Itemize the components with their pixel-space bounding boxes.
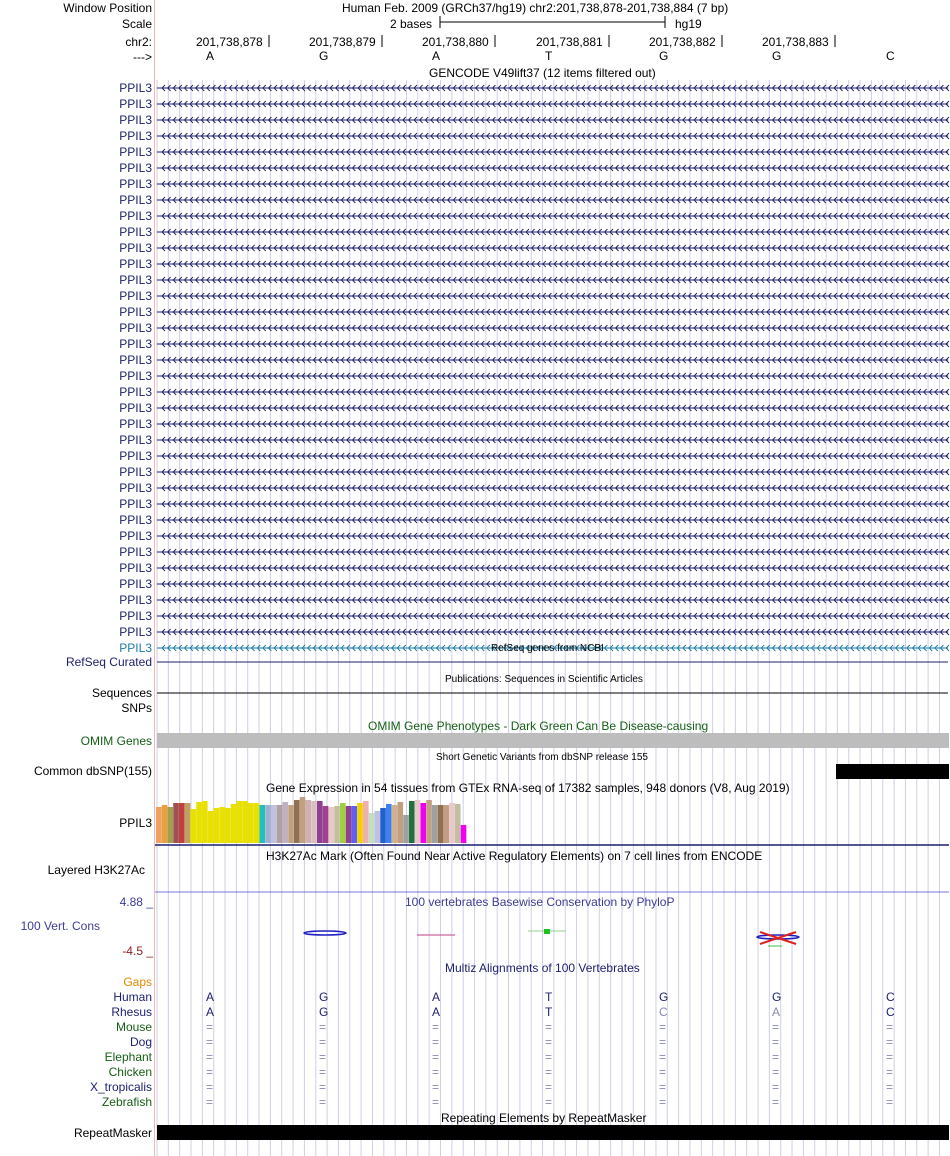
- alignment-base: T: [545, 990, 553, 1004]
- gencode-transcript-row: [157, 245, 949, 251]
- alignment-base: G: [319, 990, 329, 1004]
- reference-base: T: [545, 49, 553, 63]
- gencode-transcript-row: [157, 309, 949, 315]
- species-label[interactable]: Human: [113, 990, 152, 1004]
- gencode-transcript-row: [157, 197, 949, 203]
- reference-base: G: [772, 49, 782, 63]
- gencode-transcript-label[interactable]: PPIL3: [119, 337, 152, 351]
- gencode-transcript-label[interactable]: PPIL3: [119, 209, 152, 223]
- alignment-base: =: [432, 1050, 440, 1064]
- alignment-base: =: [319, 1035, 327, 1049]
- gencode-transcript-label[interactable]: PPIL3: [119, 609, 152, 623]
- conservation-min: -4.5 _: [122, 944, 153, 958]
- alignment-base: G: [772, 990, 782, 1004]
- alignment-base: =: [206, 1065, 214, 1079]
- alignment-base: =: [206, 1095, 214, 1109]
- alignment-base: A: [432, 1005, 441, 1019]
- gencode-transcript-row: [157, 501, 949, 507]
- pubs-label[interactable]: Sequences: [91, 686, 152, 700]
- alignment-base: =: [886, 1065, 894, 1079]
- gencode-transcript-label[interactable]: PPIL3: [119, 641, 152, 655]
- alignment-base: =: [545, 1050, 553, 1064]
- position-label: 201,738,880: [422, 35, 489, 49]
- alignment-base: =: [886, 1050, 894, 1064]
- reference-base: G: [319, 49, 329, 63]
- gencode-transcript-row: [157, 405, 949, 411]
- gencode-transcript-label[interactable]: PPIL3: [119, 449, 152, 463]
- gencode-transcript-row: [157, 485, 949, 491]
- gencode-transcript-row: [157, 149, 949, 155]
- gtex-label[interactable]: PPIL3: [119, 816, 152, 830]
- pubs-title: Publications: Sequences in Scientific Articles: [445, 674, 643, 685]
- gencode-transcript-row: [157, 421, 949, 427]
- position-label: 201,738,883: [762, 35, 829, 49]
- scale-label: Scale: [121, 17, 152, 31]
- dbsnp-title: Short Genetic Variants from dbSNP release 155: [436, 752, 648, 763]
- species-label[interactable]: Dog: [129, 1035, 152, 1049]
- gencode-transcript-label[interactable]: PPIL3: [119, 289, 152, 303]
- conservation-title: 100 vertebrates Basewise Conservation by PhyloP: [405, 895, 675, 909]
- gencode-transcript-row: [157, 277, 949, 283]
- alignment-base: =: [886, 1080, 894, 1094]
- gencode-transcript-row: [157, 517, 949, 523]
- alignment-base: =: [319, 1080, 327, 1094]
- scale-assembly: hg19: [675, 17, 702, 31]
- gencode-transcript-label[interactable]: PPIL3: [119, 385, 152, 399]
- gencode-transcript-label[interactable]: PPIL3: [119, 241, 152, 255]
- gencode-transcript-row: [157, 133, 949, 139]
- alignment-base: =: [432, 1035, 440, 1049]
- gencode-transcript-label[interactable]: PPIL3: [119, 545, 152, 559]
- alignment-base: =: [545, 1095, 553, 1109]
- alignment-base: A: [432, 990, 441, 1004]
- gencode-transcript-row: [157, 549, 949, 555]
- snps-label[interactable]: SNPs: [121, 701, 152, 715]
- alignment-base: =: [206, 1050, 214, 1064]
- gencode-transcript-label[interactable]: PPIL3: [119, 257, 152, 271]
- species-label[interactable]: Chicken: [108, 1065, 152, 1079]
- gencode-transcript-row: [157, 533, 949, 539]
- alignment-base: A: [206, 990, 215, 1004]
- alignment-base: =: [545, 1035, 553, 1049]
- window-position-value: Human Feb. 2009 (GRCh37/hg19) chr2:201,738,878-201,738,884 (7 bp): [342, 1, 729, 15]
- conservation-max: 4.88 _: [119, 895, 153, 909]
- alignment-base: =: [772, 1035, 780, 1049]
- position-label: 201,738,881: [536, 35, 603, 49]
- alignment-base: =: [319, 1020, 327, 1034]
- gencode-transcript-label[interactable]: PPIL3: [119, 481, 152, 495]
- gencode-transcript-row: [157, 293, 949, 299]
- alignment-base: C: [886, 1005, 895, 1019]
- repeatmasker-title: Repeating Elements by RepeatMasker: [441, 1111, 647, 1125]
- alignment-base: =: [545, 1020, 553, 1034]
- gencode-transcript-label[interactable]: PPIL3: [119, 529, 152, 543]
- species-label[interactable]: Rhesus: [111, 1005, 152, 1019]
- scale-value: 2 bases: [390, 17, 433, 31]
- gencode-transcript-row: [157, 325, 949, 331]
- gencode-transcript-label[interactable]: PPIL3: [119, 417, 152, 431]
- gencode-transcript-label[interactable]: PPIL3: [119, 161, 152, 175]
- gencode-transcript-label[interactable]: PPIL3: [119, 433, 152, 447]
- gencode-transcript-row: [157, 373, 949, 379]
- alignment-base: =: [206, 1080, 214, 1094]
- reference-base: C: [886, 49, 895, 63]
- refseq-title: RefSeq genes from NCBI: [491, 643, 604, 654]
- gencode-transcript-row: [157, 85, 949, 91]
- gencode-transcript-row: [157, 629, 949, 635]
- alignment-base: C: [886, 990, 895, 1004]
- gencode-transcript-row: [157, 341, 949, 347]
- alignment-base: =: [772, 1020, 780, 1034]
- alignment-base: =: [319, 1095, 327, 1109]
- gencode-transcript-label[interactable]: PPIL3: [119, 97, 152, 111]
- gencode-transcript-label[interactable]: PPIL3: [119, 625, 152, 639]
- gencode-transcript-row: [157, 117, 949, 123]
- alignment-base: =: [659, 1035, 667, 1049]
- gencode-transcript-label[interactable]: PPIL3: [119, 497, 152, 511]
- gencode-title: GENCODE V49lift37 (12 items filtered out): [429, 66, 656, 80]
- alignment-base: =: [886, 1020, 894, 1034]
- alignment-base: =: [772, 1065, 780, 1079]
- omim-title: OMIM Gene Phenotypes - Dark Green Can Be Disease-causing: [368, 719, 709, 733]
- alignment-base: =: [772, 1080, 780, 1094]
- gencode-transcript-row: [157, 453, 949, 459]
- gencode-transcript-label[interactable]: PPIL3: [119, 513, 152, 527]
- alignment-base: =: [545, 1080, 553, 1094]
- gencode-transcript-label[interactable]: PPIL3: [119, 561, 152, 575]
- gencode-transcript-row: [157, 357, 949, 363]
- gencode-transcript-label[interactable]: PPIL3: [119, 145, 152, 159]
- alignment-base: =: [772, 1095, 780, 1109]
- alignment-base: =: [432, 1080, 440, 1094]
- alignment-base: =: [319, 1050, 327, 1064]
- alignment-base: =: [432, 1095, 440, 1109]
- gencode-transcript-row: [157, 613, 949, 619]
- alignment-base: =: [772, 1050, 780, 1064]
- gencode-transcript-label[interactable]: PPIL3: [119, 129, 152, 143]
- species-label[interactable]: Zebrafish: [101, 1095, 152, 1109]
- species-label[interactable]: Elephant: [104, 1050, 152, 1064]
- h3k27ac-label[interactable]: Layered H3K27Ac: [47, 863, 145, 877]
- gencode-transcript-label[interactable]: PPIL3: [119, 577, 152, 591]
- gencode-transcript-label[interactable]: PPIL3: [119, 113, 152, 127]
- alignment-base: =: [659, 1050, 667, 1064]
- alignment-base: =: [659, 1095, 667, 1109]
- gencode-transcript-label[interactable]: PPIL3: [119, 305, 152, 319]
- gencode-transcript-row: [157, 565, 949, 571]
- alignment-base: =: [432, 1065, 440, 1079]
- gencode-transcript-row: [157, 229, 949, 235]
- alignment-base: =: [886, 1035, 894, 1049]
- alignment-base: G: [659, 990, 669, 1004]
- gencode-transcript-row: [157, 437, 949, 443]
- gencode-transcript-label[interactable]: PPIL3: [119, 593, 152, 607]
- gencode-transcript-row: [157, 469, 949, 475]
- gaps-label[interactable]: Gaps: [123, 975, 152, 989]
- gencode-transcript-label[interactable]: PPIL3: [119, 193, 152, 207]
- alignment-base: C: [659, 1005, 668, 1019]
- gencode-transcript-label[interactable]: PPIL3: [119, 177, 152, 191]
- species-label[interactable]: X_tropicalis: [89, 1080, 152, 1094]
- reference-base: A: [432, 49, 441, 63]
- gencode-transcript-row: [157, 389, 949, 395]
- alignment-base: =: [659, 1080, 667, 1094]
- conservation-label[interactable]: 100 Vert. Cons: [20, 919, 100, 933]
- window-position-label: Window Position: [63, 1, 152, 15]
- repeatmasker-label[interactable]: RepeatMasker: [73, 1126, 152, 1140]
- gencode-transcript-label[interactable]: PPIL3: [119, 353, 152, 367]
- omim-label[interactable]: OMIM Genes: [80, 734, 152, 748]
- gencode-transcript-label[interactable]: PPIL3: [119, 81, 152, 95]
- alignment-base: =: [886, 1095, 894, 1109]
- gencode-transcript-label[interactable]: PPIL3: [119, 225, 152, 239]
- position-label: 201,738,882: [649, 35, 716, 49]
- alignment-base: =: [206, 1035, 214, 1049]
- refseq-label[interactable]: RefSeq Curated: [65, 655, 152, 669]
- gencode-transcript-row: [157, 597, 949, 603]
- position-label: 201,738,878: [196, 35, 263, 49]
- gencode-transcript-row: [157, 213, 949, 219]
- alignment-base: =: [659, 1065, 667, 1079]
- position-label: 201,738,879: [309, 35, 376, 49]
- species-label[interactable]: Mouse: [115, 1020, 152, 1034]
- alignment-base: =: [319, 1065, 327, 1079]
- dbsnp-label[interactable]: Common dbSNP(155): [33, 764, 152, 778]
- gencode-transcript-label[interactable]: PPIL3: [119, 465, 152, 479]
- strand-label: --->: [133, 50, 152, 64]
- reference-base: A: [206, 49, 215, 63]
- alignment-base: =: [432, 1020, 440, 1034]
- gencode-transcript-label[interactable]: PPIL3: [119, 321, 152, 335]
- gtex-title: Gene Expression in 54 tissues from GTEx RNA-seq of 17382 samples, 948 donors (V8, Aug 2019): [266, 781, 790, 795]
- gencode-transcript-row: [157, 165, 949, 171]
- alignment-base: T: [545, 1005, 553, 1019]
- multiz-title: Multiz Alignments of 100 Vertebrates: [445, 961, 640, 975]
- alignment-base: =: [545, 1065, 553, 1079]
- gencode-transcript-row: [157, 181, 949, 187]
- gencode-transcript-label[interactable]: PPIL3: [119, 273, 152, 287]
- chrom-label: chr2:: [125, 35, 152, 49]
- gencode-transcript-label[interactable]: PPIL3: [119, 369, 152, 383]
- gencode-transcript-label[interactable]: PPIL3: [119, 401, 152, 415]
- alignment-base: G: [319, 1005, 329, 1019]
- label-divider: [154, 0, 155, 1156]
- gencode-transcript-row: [157, 101, 949, 107]
- alignment-base: A: [206, 1005, 215, 1019]
- h3k27ac-title: H3K27Ac Mark (Often Found Near Active Regulatory Elements) on 7 cell lines from ENCODE: [266, 849, 763, 863]
- alignment-base: A: [772, 1005, 781, 1019]
- gencode-transcript-row: [157, 581, 949, 587]
- alignment-base: =: [659, 1020, 667, 1034]
- alignment-base: =: [206, 1020, 214, 1034]
- gencode-transcript-row: [157, 261, 949, 267]
- reference-base: G: [659, 49, 669, 63]
